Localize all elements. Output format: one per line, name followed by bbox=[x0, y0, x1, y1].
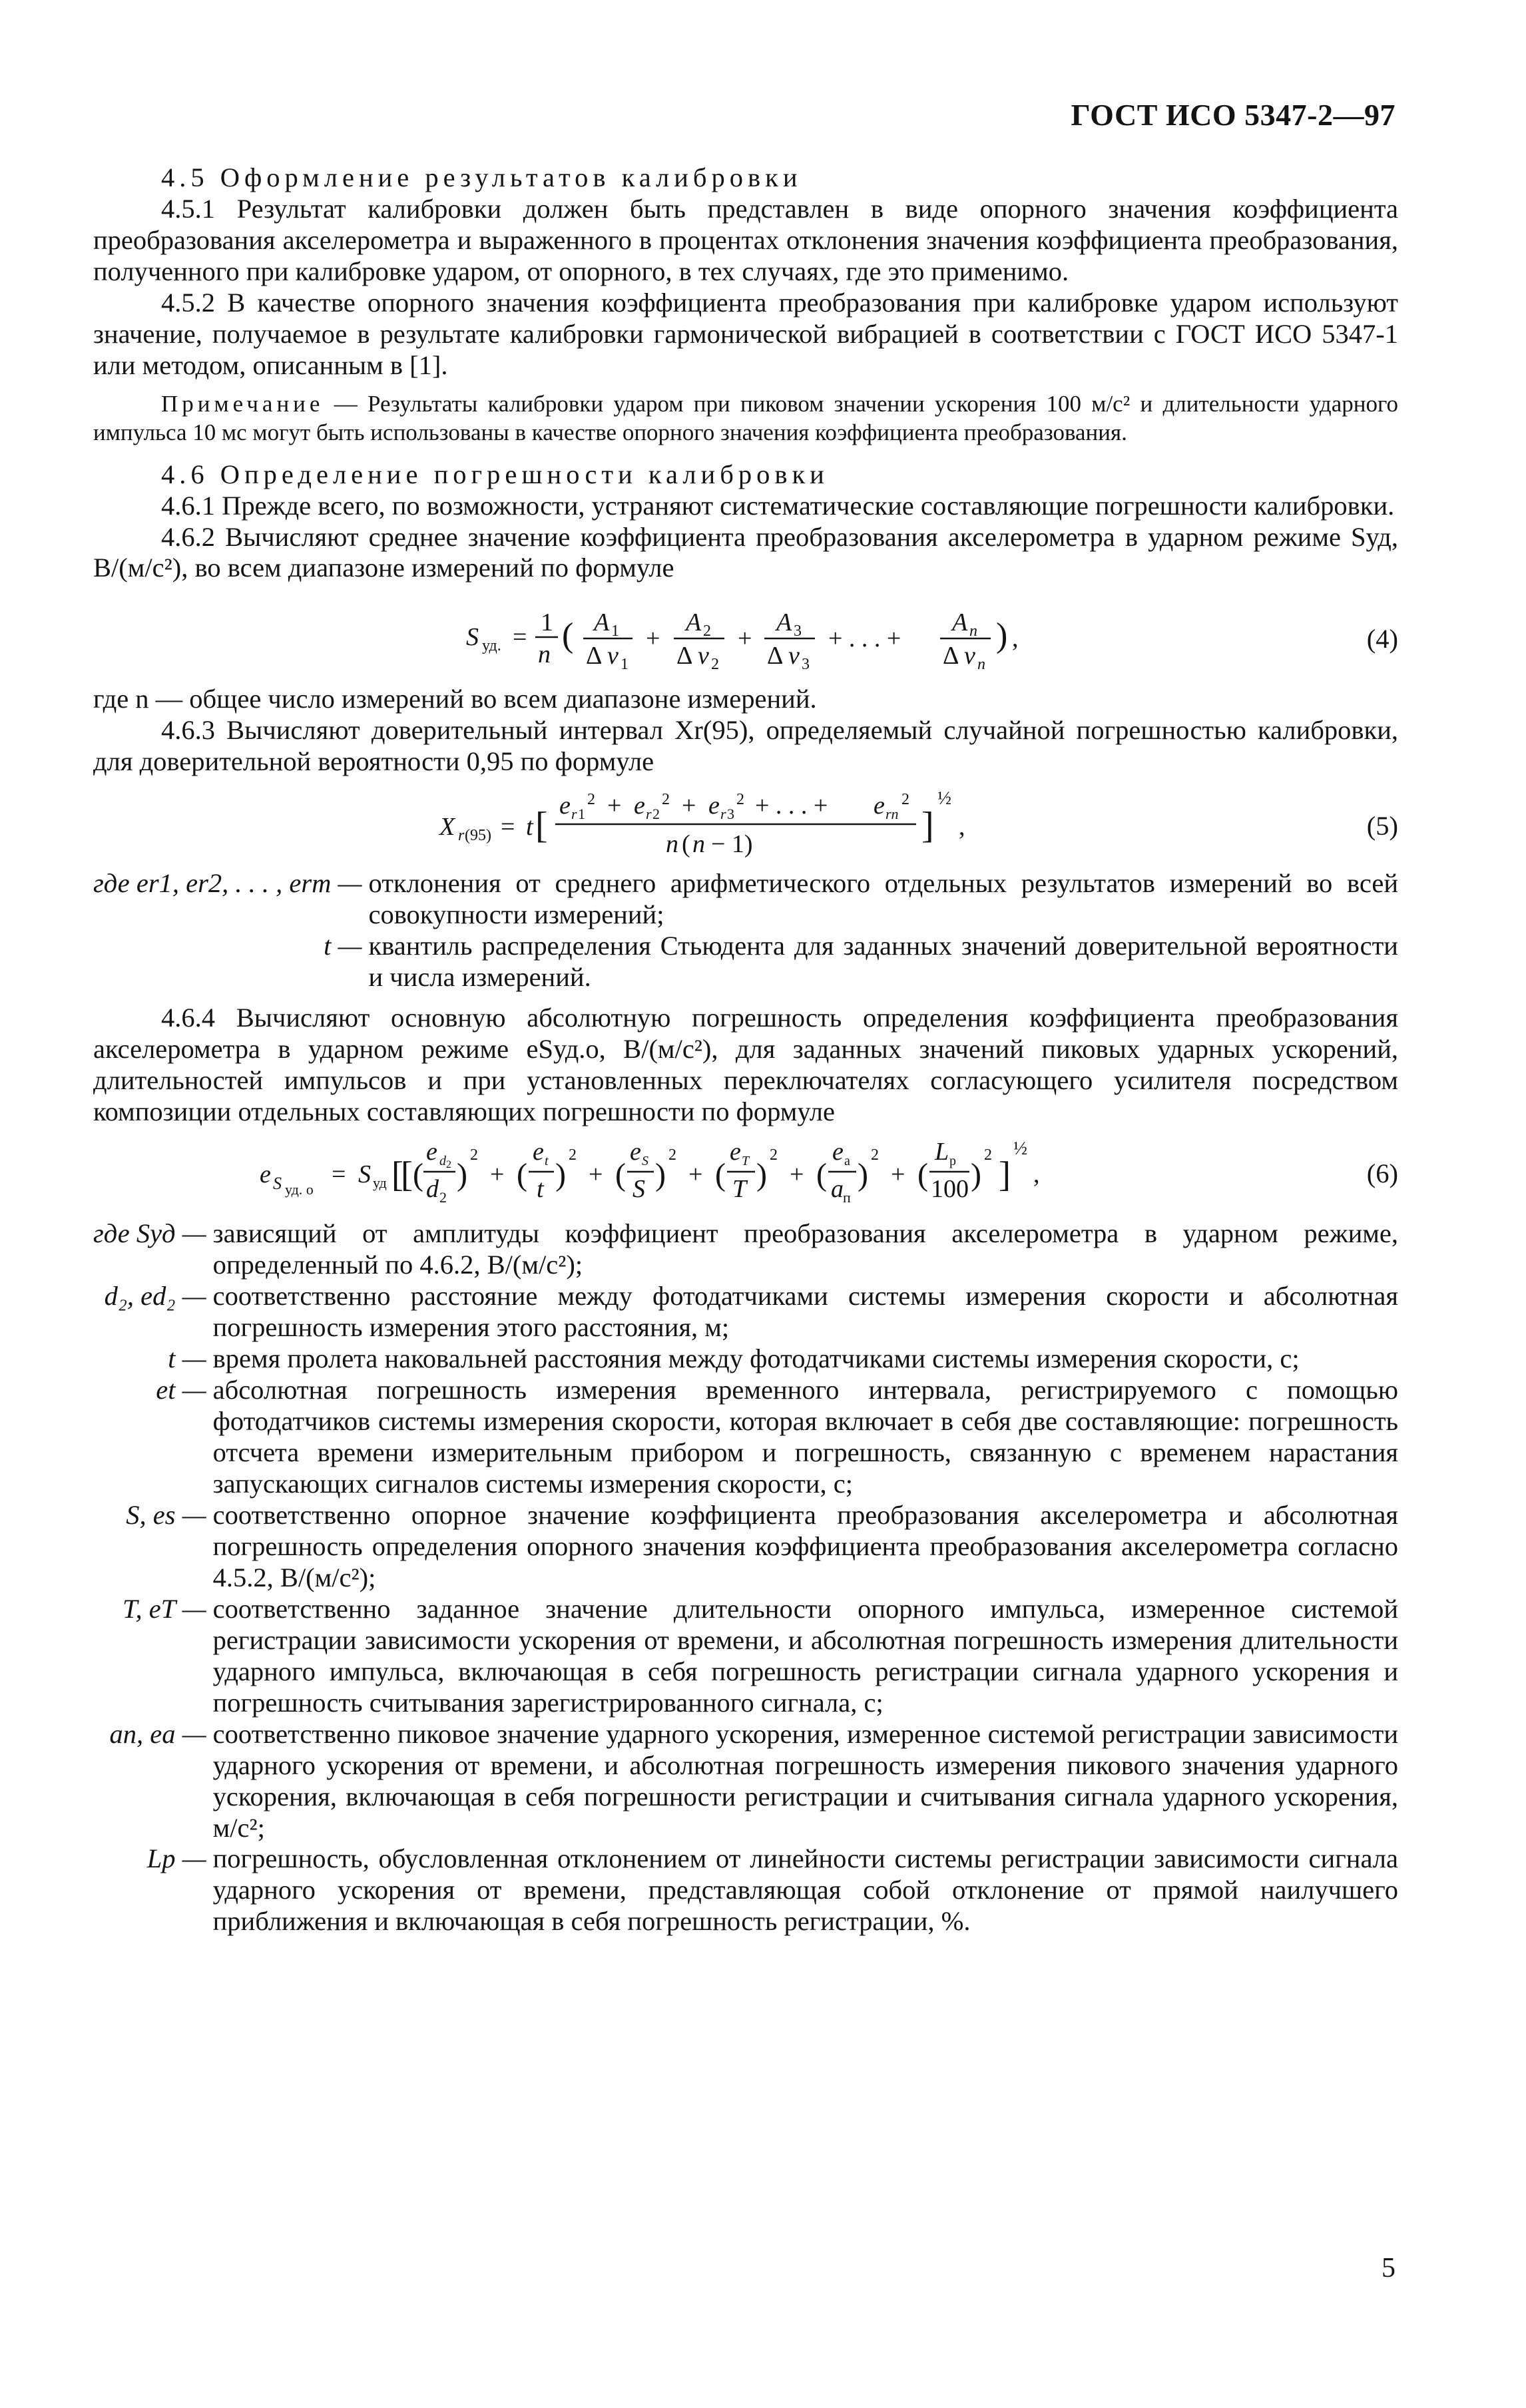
note-text: — Результаты калибровки ударом при пиковом значении ускорения 100 м/с² и длительности ударного импульса 10 мс могут быть использованы в качестве опорного значения коэффициента преобразования. bbox=[93, 390, 1398, 446]
svg-text:(: ( bbox=[816, 1157, 827, 1193]
svg-text:(: ( bbox=[715, 1157, 726, 1193]
equation-6 bbox=[93, 1128, 1398, 1214]
svg-text:t: t bbox=[545, 1154, 549, 1169]
svg-text:d: d bbox=[426, 1175, 439, 1204]
equation-4-formula bbox=[93, 584, 1225, 684]
svg-text:a: a bbox=[844, 1154, 850, 1169]
note-lead: Примечание bbox=[161, 390, 324, 417]
svg-text:A: A bbox=[952, 608, 968, 637]
svg-text:100: 100 bbox=[931, 1175, 969, 1204]
svg-text:+: + bbox=[589, 1160, 603, 1189]
svg-text:2: 2 bbox=[587, 791, 595, 809]
svg-text:(: ( bbox=[682, 830, 690, 859]
svg-text:n: n bbox=[666, 830, 678, 859]
def-term: где Sуд — bbox=[93, 1218, 206, 1249]
svg-text:v: v bbox=[788, 642, 800, 670]
svg-text:,: , bbox=[1012, 624, 1019, 653]
def-text: время пролета наковальней расстояния между фотодатчиками системы измерения скорости, с; bbox=[212, 1343, 1300, 1373]
svg-text:(: ( bbox=[413, 1157, 423, 1193]
svg-text:e: e bbox=[630, 1138, 641, 1166]
def-text: погрешность, обусловленная отклонением от линейности системы регистрации зависимости сигнала ударного ускорения от времени, представляющая собой отклонение от прямой наилучшего приближения и включающая в себя погрешность регистрации, %. bbox=[212, 1843, 1398, 1937]
svg-text:=: = bbox=[501, 813, 515, 842]
equation-6-definitions bbox=[93, 1218, 1398, 1937]
svg-text:3: 3 bbox=[727, 806, 734, 823]
def-term: d₂, ed₂ — bbox=[104, 1281, 206, 1312]
svg-text:2: 2 bbox=[901, 791, 909, 809]
note bbox=[93, 389, 1398, 447]
paragraph-4-5-1: 4.5.1 Результат калибровки должен быть представлен в виде опорного значения коэффициента преобразования акселерометра и выраженного в процентах отклонения значения коэффициента преобразования, полученного при калибровке ударом, от опорного, в тех случаях, где это применимо. bbox=[93, 193, 1398, 286]
paragraph-4-6-3: 4.6.3 Вычисляют доверительный интервал Xr(95), определяемый случайной погрешностью калибровки, для доверительной вероятности 0,95 по формуле bbox=[93, 715, 1398, 777]
equation-4 bbox=[93, 584, 1398, 684]
svg-text:2: 2 bbox=[652, 806, 660, 823]
def-text: отклонения от среднего арифметического отдельных результатов измерений во всей совокупности измерений; bbox=[368, 868, 1398, 930]
svg-text:): ) bbox=[457, 1157, 467, 1193]
svg-text:р: р bbox=[949, 1154, 956, 1169]
def-term: aп, ea — bbox=[109, 1718, 206, 1749]
section-4-6-heading: 4.6 Определение погрешности калибровки bbox=[161, 459, 829, 489]
svg-text:+: + bbox=[490, 1160, 505, 1189]
paragraph-4-6-2: 4.6.2 Вычисляют среднее значение коэффициента преобразования акселерометра в ударном режиме Sуд, В/(м/с²), во всем диапазоне измерений по формуле bbox=[93, 521, 1398, 583]
equation-6-number: (6) bbox=[1366, 1158, 1398, 1189]
equation-6-formula bbox=[93, 1128, 1398, 1214]
svg-text:]: ] bbox=[999, 1154, 1011, 1195]
svg-text:1: 1 bbox=[541, 608, 553, 637]
def-term: et — bbox=[156, 1374, 206, 1405]
svg-text:2: 2 bbox=[871, 1146, 879, 1164]
svg-text:+: + bbox=[790, 1160, 804, 1189]
svg-text:+ . . . +: + . . . + bbox=[828, 624, 901, 653]
def-term: t — bbox=[324, 931, 362, 961]
svg-text:+: + bbox=[688, 1160, 703, 1189]
svg-text:2: 2 bbox=[736, 791, 744, 809]
svg-text:e: e bbox=[634, 792, 645, 820]
svg-text:v: v bbox=[698, 642, 709, 670]
def-term: S, es — bbox=[126, 1499, 206, 1530]
equation-4-number: (4) bbox=[1366, 624, 1398, 654]
svg-text:уд. о: уд. о bbox=[285, 1181, 314, 1198]
svg-text:e: e bbox=[260, 1160, 271, 1189]
def-text: соответственно заданное значение длительности опорного импульса, измеренное системой регистрации зависимости ускорения от времени, и абсолютная погрешность измерения длительности ударного импульса, включающая в себя погрешность регистрации сигнала ударного ускорения и погрешность считывания зарегистрированного сигнала, с; bbox=[212, 1593, 1398, 1718]
svg-text:rn: rn bbox=[886, 806, 899, 823]
svg-text:X: X bbox=[439, 813, 455, 842]
svg-text:2: 2 bbox=[984, 1146, 992, 1164]
paragraph-4-6-4: 4.6.4 Вычисляют основную абсолютную погрешность определения коэффициента преобразования акселерометра в ударном режиме eSуд.о, В/(м/с²), для заданных значений пиковых ударных ускорений, длительностей импульсов и при установленных переключателях согласующего усилителя посредством композиции отдельных составляющих погрешности по формуле bbox=[93, 1003, 1398, 1127]
page-number: 5 bbox=[1382, 2253, 1396, 2284]
svg-text:(: ( bbox=[615, 1157, 626, 1193]
where-n: где n — общее число измерений во всем диапазоне измерений. bbox=[93, 684, 817, 714]
svg-text:e: e bbox=[559, 792, 571, 820]
equation-5-number: (5) bbox=[1366, 811, 1398, 842]
svg-text:½: ½ bbox=[1013, 1138, 1027, 1160]
svg-text:n: n bbox=[692, 830, 705, 859]
svg-text:r: r bbox=[720, 806, 726, 823]
svg-text:r: r bbox=[646, 806, 652, 823]
svg-text:A: A bbox=[686, 608, 702, 637]
svg-text:2: 2 bbox=[662, 791, 670, 809]
svg-text:Δ: Δ bbox=[943, 642, 959, 670]
svg-text:r: r bbox=[458, 827, 465, 845]
equation-5-definitions bbox=[93, 868, 1398, 993]
paragraph-4-6-1: 4.6.1 Прежде всего, по возможности, устраняют систематические составляющие погрешности калибровки. bbox=[161, 490, 1395, 521]
def-text: абсолютная погрешность измерения временного интервала, регистрируемого с помощью фотодатчиков системы измерения скорости, которая включает в себя две составляющие: погрешность отсчета времени измерительным прибором и погрешность, связанную с временем нарастания запускающих сигналов системы измерения скорости, с; bbox=[212, 1374, 1398, 1499]
svg-text:,: , bbox=[1033, 1160, 1040, 1189]
svg-text:L: L bbox=[935, 1138, 949, 1166]
svg-text:уд: уд bbox=[373, 1174, 387, 1192]
svg-text:=: = bbox=[332, 1160, 346, 1189]
svg-text:e: e bbox=[730, 1138, 741, 1166]
svg-text:1: 1 bbox=[621, 656, 629, 674]
svg-text:v: v bbox=[607, 642, 619, 670]
svg-text:2: 2 bbox=[569, 1146, 577, 1164]
svg-text:e: e bbox=[832, 1138, 844, 1166]
def-term: где er1, er2, . . . , erm — bbox=[93, 868, 362, 899]
svg-text:+: + bbox=[646, 624, 660, 653]
svg-text:S: S bbox=[466, 623, 479, 652]
def-text: соответственно опорное значение коэффициента преобразования акселерометра и абсолютная погрешность определения опорного значения коэффициента преобразования акселерометра согласно 4.5.2, В/(м/с²); bbox=[212, 1499, 1398, 1592]
svg-text:− 1): − 1) bbox=[711, 830, 753, 859]
svg-text:A: A bbox=[594, 608, 610, 637]
svg-text:t: t bbox=[537, 1175, 544, 1204]
svg-text:): ) bbox=[756, 1157, 767, 1193]
def-text: квантиль распределения Стьюдента для заданных значений доверительной вероятности и числа измерений. bbox=[368, 931, 1398, 993]
svg-text:): ) bbox=[655, 1157, 666, 1193]
svg-text:t: t bbox=[526, 813, 533, 842]
svg-text:=: = bbox=[513, 623, 527, 652]
svg-text:2: 2 bbox=[470, 1146, 478, 1164]
def-term: Lр — bbox=[146, 1843, 206, 1874]
svg-text:d: d bbox=[439, 1154, 446, 1169]
document-header: ГОСТ ИСО 5347-2—97 bbox=[1071, 98, 1396, 132]
svg-text:3: 3 bbox=[794, 622, 802, 640]
svg-text:+ . . . +: + . . . + bbox=[755, 792, 828, 820]
svg-text:Δ: Δ bbox=[767, 642, 784, 670]
paragraph-4-5-2: 4.5.2 В качестве опорного значения коэффициента преобразования при калибровке ударом используют значение, получаемое в результате калибровки гармонической вибрацией в соответствии с ГОСТ ИСО 5347-1 или методом, описанным в [1]. bbox=[93, 287, 1398, 380]
svg-text:a: a bbox=[831, 1175, 844, 1204]
svg-text:(: ( bbox=[517, 1157, 527, 1193]
def-text: соответственно пиковое значение ударного ускорения, измеренное системой регистрации зависимости ударного ускорения от времени, и абсолютная погрешность измерения пикового значения ударного ускорения, включающая в себя погрешности регистрации и считывания сигнала ударного ускорения, м/с²; bbox=[212, 1718, 1398, 1843]
svg-text:): ) bbox=[555, 1157, 566, 1193]
svg-text:(: ( bbox=[562, 616, 574, 655]
svg-text:2: 2 bbox=[703, 622, 711, 640]
equation-5 bbox=[93, 778, 1398, 864]
svg-text:[: [ bbox=[535, 805, 548, 847]
svg-text:S: S bbox=[358, 1160, 371, 1189]
svg-text:Δ: Δ bbox=[586, 642, 603, 670]
svg-text:n: n bbox=[969, 622, 977, 640]
def-term: t — bbox=[168, 1343, 206, 1373]
svg-text:п: п bbox=[843, 1189, 851, 1206]
svg-text:e: e bbox=[533, 1138, 544, 1166]
svg-text:e: e bbox=[708, 792, 720, 820]
def-text: соответственно расстояние между фотодатчиками системы измерения скорости и абсолютная погрешность измерения этого расстояния, м; bbox=[212, 1281, 1398, 1342]
svg-text:2: 2 bbox=[439, 1189, 447, 1206]
svg-text:S: S bbox=[633, 1175, 645, 1204]
svg-text:): ) bbox=[858, 1157, 868, 1193]
svg-text:1: 1 bbox=[611, 622, 619, 640]
svg-text:T: T bbox=[732, 1175, 747, 1204]
svg-text:1: 1 bbox=[578, 806, 585, 823]
svg-text:2: 2 bbox=[770, 1146, 778, 1164]
svg-text:): ) bbox=[996, 616, 1008, 655]
section-4-5-heading: 4.5 Оформление результатов калибровки bbox=[161, 162, 802, 192]
svg-text:,: , bbox=[959, 813, 965, 842]
svg-text:S: S bbox=[273, 1174, 282, 1194]
def-text: зависящий от амплитуды коэффициент преобразования акселерометра в ударном режиме, определенный по 4.6.2, В/(м/с²); bbox=[212, 1218, 1398, 1280]
svg-text:e: e bbox=[874, 792, 885, 820]
svg-text:уд.: уд. bbox=[482, 637, 501, 655]
svg-text:A: A bbox=[776, 608, 792, 637]
document-body bbox=[93, 162, 1398, 1947]
svg-text:(95): (95) bbox=[465, 827, 491, 845]
svg-text:]: ] bbox=[921, 805, 934, 847]
svg-text:+: + bbox=[738, 624, 752, 653]
svg-text:2: 2 bbox=[668, 1146, 676, 1164]
svg-text:2: 2 bbox=[446, 1159, 451, 1171]
svg-text:½: ½ bbox=[937, 788, 951, 810]
svg-text:v: v bbox=[964, 642, 975, 670]
svg-text:): ) bbox=[971, 1157, 981, 1193]
svg-text:n: n bbox=[977, 656, 985, 674]
svg-text:r: r bbox=[571, 806, 577, 823]
svg-text:T: T bbox=[742, 1154, 750, 1169]
svg-text:2: 2 bbox=[711, 656, 719, 674]
svg-text:[: [ bbox=[391, 1154, 403, 1195]
def-term: T, eT — bbox=[122, 1593, 206, 1624]
svg-text:n: n bbox=[538, 640, 551, 669]
svg-text:+: + bbox=[682, 792, 696, 820]
svg-text:[: [ bbox=[401, 1154, 413, 1195]
svg-text:Δ: Δ bbox=[676, 642, 693, 670]
equation-5-formula bbox=[93, 778, 1225, 864]
svg-text:S: S bbox=[642, 1154, 648, 1169]
svg-text:+: + bbox=[891, 1160, 905, 1189]
svg-text:(: ( bbox=[917, 1157, 928, 1193]
svg-text:e: e bbox=[426, 1138, 437, 1166]
svg-text:+: + bbox=[607, 792, 622, 820]
svg-text:3: 3 bbox=[802, 656, 810, 674]
